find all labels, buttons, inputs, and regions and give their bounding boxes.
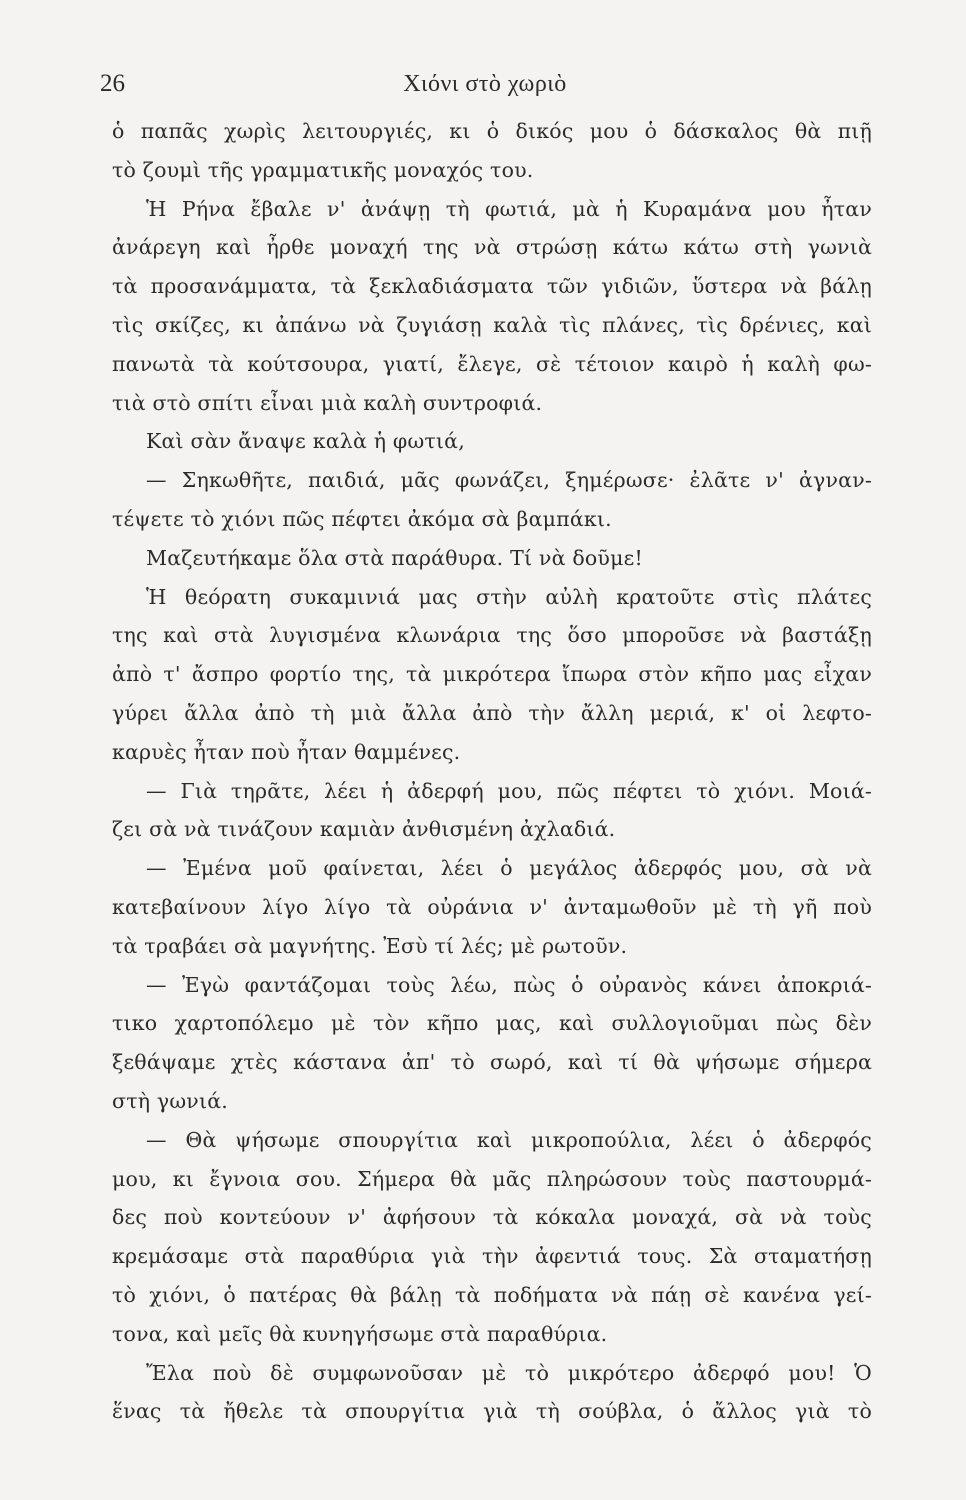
text-line: γύρει ἄλλα ἀπὸ τὴ μιὰ ἄλλα ἀπὸ τὴν ἄλλη μεριά, κ' οἱ λεφτο- [112,700,872,725]
text-line: κρεμάσαμε στὰ παραθύρια γιὰ τὴν ἀφεντιά τους. Σὰ σταματήσῃ [112,1244,872,1269]
text-line: Ἡ Ρήνα ἔβαλε ν' ἀνάψῃ τὴ φωτιά, μὰ ἡ Κυραμάνα μου ἦταν [146,196,872,221]
body-text [112,112,872,1431]
text-line: — Ἐγὼ φαντάζομαι τοὺς λέω, πὼς ὁ οὐρανὸς κάνει ἀποκριά- [146,972,872,997]
text-line: στὴ γωνιά. [112,1088,228,1113]
text-line: πανωτὰ τὰ κούτσουρα, γιατί, ἔλεγε, σὲ τέτοιον καιρὸ ἡ καλὴ φω- [112,351,872,376]
text-line: ἀπὸ τ' ἄσπρο φορτίο της, τὰ μικρότερα ἴπωρα στὸν κῆπο μας εἶχαν [112,662,872,687]
text-line: τονα, καὶ μεῖς θὰ κυνηγήσωμε στὰ παραθύρια. [112,1321,608,1346]
text-line: — Ἐμένα μοῦ φαίνεται, λέει ὁ μεγάλος ἀδερφός μου, σὰ νὰ [146,856,872,881]
text-line: της καὶ στὰ λυγισμένα κλωνάρια της ὅσο μποροῦσε νὰ βαστάξῃ [112,623,872,648]
page-number: 26 [100,70,125,97]
text-line: δες ποὺ κοντεύουν ν' ἀφήσουν τὰ κόκαλα μοναχά, σὰ νὰ τοὺς [112,1205,872,1230]
text-line: ξεθάψαμε χτὲς κάστανα ἀπ' τὸ σωρό, καὶ τί θὰ ψήσωμε σήμερα [112,1050,872,1075]
text-line: Ἔλα ποὺ δὲ συμφωνοῦσαν μὲ τὸ μικρότερο ἀδερφό μου! Ὁ [146,1360,872,1385]
text-line: μου, κι ἔγνοια σου. Σήμερα θὰ μᾶς πληρώσουν τοὺς παστουρμά- [112,1166,872,1191]
text-line: ἀνάρεγη καὶ ἦρθε μοναχή της νὰ στρώσῃ κάτω κάτω στὴ γωνιὰ [112,235,872,260]
running-title: Χιόνι στὸ χωριὸ [403,71,567,97]
page-header [100,66,870,106]
text-line: τὸ ζουμὶ τῆς γραμματικῆς μοναχός του. [112,157,534,182]
text-line: καρυὲς ἦταν ποὺ ἦταν θαμμένες. [112,739,461,764]
text-line: τὸ χιόνι, ὁ πατέρας θὰ βάλῃ τὰ ποδήματα νὰ πάῃ σὲ κανένα γεί- [112,1282,872,1307]
text-line: κατεβαίνουν λίγο λίγο τὰ οὐράνια ν' ἀνταμωθοῦν μὲ τὴ γῆ ποὺ [112,894,872,919]
text-line: ὁ παπᾶς χωρὶς λειτουργιές, κι ὁ δικός μου ὁ δάσκαλος θὰ πιῇ [112,119,872,143]
text-line: τὰ τραβάει σὰ μαγνήτης. Ἐσὺ τί λές; μὲ ρωτοῦν. [112,933,628,958]
text-line: Ἡ θεόρατη συκαμινιά μας στὴν αὐλὴ κρατοῦτε στὶς πλάτες [146,584,872,609]
text-line: τὰ προσανάμματα, τὰ ξεκλαδιάσματα τῶν γιδιῶν, ὕστερα νὰ βάλῃ [112,274,872,299]
text-line: τέψετε τὸ χιόνι πῶς πέφτει ἀκόμα σὰ βαμπάκι. [112,506,612,531]
text-line: τιὰ στὸ σπίτι εἶναι μιὰ καλὴ συντροφιά. [112,390,543,415]
text-line: τικο χαρτοπόλεμο μὲ τὸν κῆπο μας, καὶ συλλογιοῦμαι πὼς δὲν [112,1011,872,1036]
text-line: Καὶ σὰν ἄναψε καλὰ ἡ φωτιά, [146,429,465,454]
text-line: — Σηκωθῆτε, παιδιά, μᾶς φωνάζει, ξημέρωσε· ἐλᾶτε ν' ἀγναν- [146,468,872,493]
text-line: ἕνας τὰ ἤθελε τὰ σπουργίτια γιὰ τὴ σούβλα, ὁ ἄλλος γιὰ τὸ [112,1399,872,1424]
text-line: τὶς σκίζες, κι ἀπάνω νὰ ζυγιάσῃ καλὰ τὶς πλάνες, τὶς δρένιες, καὶ [112,312,872,337]
text-line: ζει σὰ νὰ τινάζουν καμιὰν ἀνθισμένη ἀχλαδιά. [112,817,616,842]
text-line: Μαζευτήκαμε ὅλα στὰ παράθυρα. Τί νὰ δοῦμε! [146,545,643,570]
text-line: — Θὰ ψήσωμε σπουργίτια καὶ μικροπούλια, λέει ὁ ἀδερφός [146,1127,872,1152]
text-line: — Γιὰ τηρᾶτε, λέει ἡ ἀδερφή μου, πῶς πέφτει τὸ χιόνι. Μοιά- [146,778,872,803]
